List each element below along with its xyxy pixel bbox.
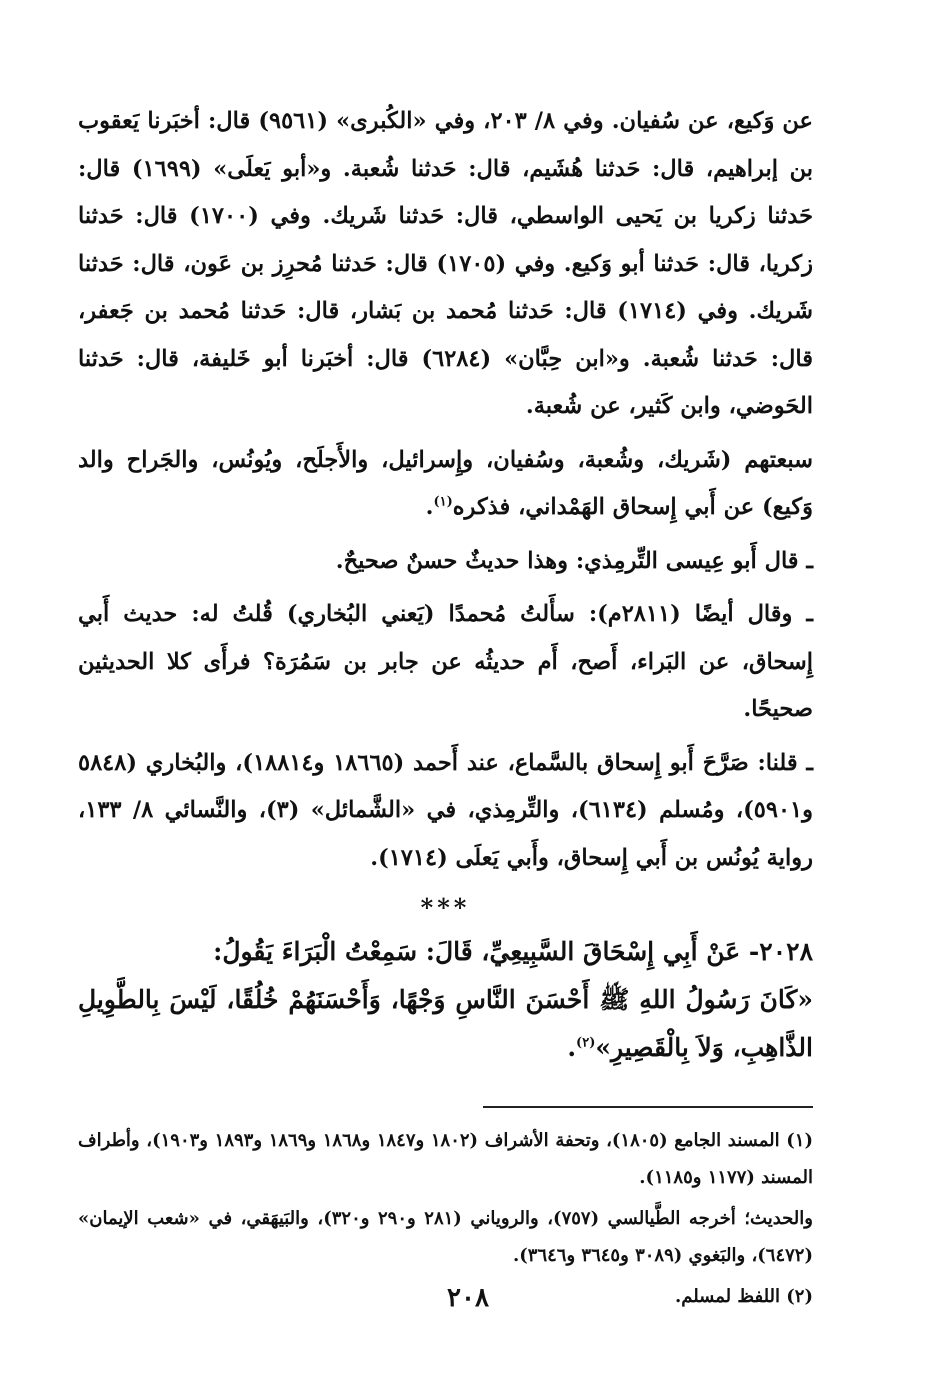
hadith-block <box>78 928 813 1072</box>
page-number: ٢٠٨ <box>447 1283 489 1313</box>
narrators-text: سبعتهم (شَريك، وشُعبة، وسُفيان، وإِسرائيل، والأَجلَح، ويُونُس، والجَراح والد وَكيع) عن أَبي إِسحاق الهَمْداني، فذكره <box>78 446 813 520</box>
footnote-1: (١) المسند الجامع (١٨٠٥)، وتحفة الأشراف (١٨٠٢ و١٨٤٧ و١٨٦٨ و١٨٦٩ و١٨٩٣ و١٩٠٣)، وأطراف المسند (١١٧٧ و١١٨٥). <box>78 1130 813 1188</box>
footnote-ref-1[interactable]: (١) <box>433 494 453 510</box>
tirmidhi-grading: ـ قال أَبو عِيسى التِّرمِذي: وهذا حديثٌ حسنٌ صحيحٌ. <box>335 547 813 574</box>
sama-note: ـ قلنا: صَرَّحَ أَبو إِسحاق بالسَّماع، عند أَحمد (١٨٦٦٥ و١٨٨١٤)، والبُخاري (٥٨٤٨ و٥٩٠١)، ومُسلم (٦١٣٤)، والتِّرمِذي، في «الشَّمائل» (٣)، والنَّسائي ٨/ ١٣٣، رواية يُونُس بن أَبي إِسحاق، وأَبي يَعلَى (١٧١٤). <box>78 749 814 871</box>
hadith-number-line: ٢٠٢٨- عَنْ أَبِي إِسْحَاقَ السَّبِيعِيِّ، قَالَ: سَمِعْتُ الْبَرَاءَ يَقُولُ: <box>213 937 813 966</box>
tirmidhi-bukhari-note: ـ وقال أيضًا (٢٨١١م): سأَلتُ مُحمدًا (يَعني البُخاري) قُلتُ له: حديث أَبي إِسحاق، عن البَراء، أَصح، أَم حديثُه عن جابر بن سَمُرَة؟ فرأَى كلا الحديثين صحيحًا. <box>78 601 813 722</box>
hadith-text: «كَانَ رَسُولُ اللهِ ﷺ أَحْسَنَ النَّاسِ وَجْهًا، وَأَحْسَنَهُمْ خُلُقًا، لَيْسَ بِالطَّوِيلِ الذَّاهِبِ، وَلاَ بِالْقَصِيرِ» <box>78 985 813 1062</box>
footnote-2: (٢) اللفظ لمسلم. <box>674 1286 813 1307</box>
footnote-1-continued: والحديث؛ أخرجه الطَّيالسي (٧٥٧)، والروياني (٢٨١ و٢٩٠ و٣٢٠)، والبَيهَقي، في «شعب الإيمان» (٦٤٧٢)، والبَغوي (٣٠٨٩ و٣٦٤٥ و٣٦٤٦). <box>78 1208 813 1266</box>
section-separator: *** <box>420 893 471 922</box>
footnote-ref-2[interactable]: (٢) <box>576 1035 596 1051</box>
footnote-divider <box>483 1106 813 1108</box>
hadith-end: . <box>567 1033 577 1062</box>
page-content <box>78 98 813 1319</box>
hadith-matn <box>78 976 813 1072</box>
takhrij-paragraph: عن وَكيع، عن سُفيان. وفي ٨/ ٢٠٣، وفي «الكُبرى» (٩٥٦١) قال: أخبَرنا يَعقوب بن إبراهيم، قال: حَدثنا هُشَيم، قال: حَدثنا شُعبة. و«أبو يَعلَى» (١٦٩٩) قال: حَدثنا زكريا بن يَحيى الواسطي، قال: حَدثنا شَريك. وفي (١٧٠٠) قال: حَدثنا زكريا، قال: حَدثنا أبو وَكيع. وفي (١٧٠٥) قال: حَدثنا مُحرِز بن عَون، قال: حَدثنا شَريك. وفي (١٧١٤) قال: حَدثنا مُحمد بن بَشار، قال: حَدثنا مُحمد بن جَعفر، قال: حَدثنا شُعبة. و«ابن حِبَّان» (٦٢٨٤) قال: أخبَرنا أبو خَليفة، قال: حَدثنا الحَوضي، وابن كَثير، عن شُعبة. <box>78 108 814 419</box>
commentary-section <box>78 98 813 882</box>
narrators-paragraph: سبعتهم (شَريك، وشُعبة، وسُفيان، وإِسرائيل، والأَجلَح، ويُونُس، والجَراح والد وَكيع) عن أَبي إِسحاق الهَمْداني، فذكره$^{(١)}$. <box>78 446 813 520</box>
